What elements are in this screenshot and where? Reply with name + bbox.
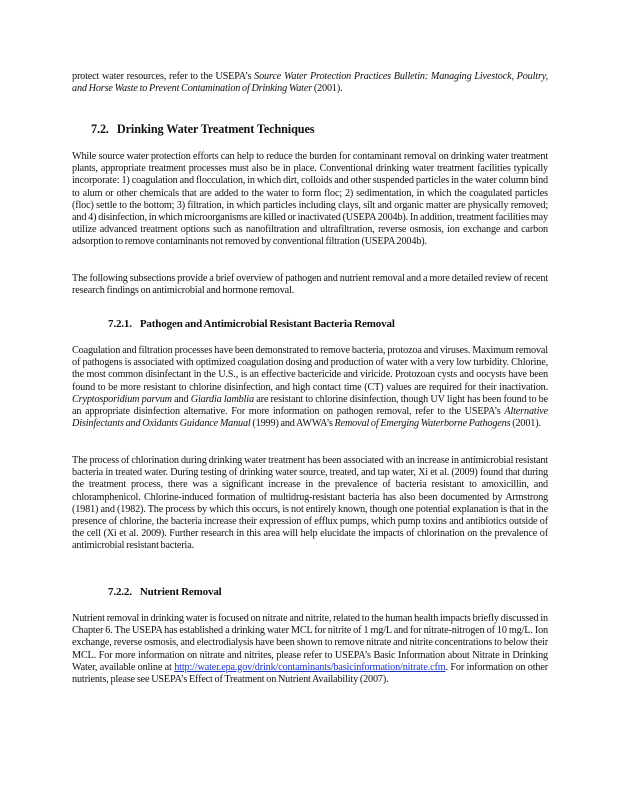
section-7-2-1-heading [108, 318, 395, 330]
publication-title-disinfectants: Alternative Disinfectants and Oxidants Guidance Manual [72, 406, 548, 430]
section-7-2-number: 7.2. [91, 122, 109, 136]
section-7-2-1-paragraph-2: The process of chlorination during drinking water treatment has been associated with an increase in antimicrobial resistant bacteria in treated water. During testing of drinking water source, treated, and tap water, Xi et al. (2009) found that during the treatment process, there was a significant increase in the prevalence of bacteria resistant to amoxicillin, and chloramphenicol. Chlorine-induced formation of multidrug-resistant bacteria has also been documented by Armstrong (1981) and (1982). The process by which this occurs, is not entirely known, though one potential explanation is that in the presence of chlorine, the bacteria increase their expression of efflux pumps, which pump toxins and antibiotics outside of the cell (Xi et al. 2009). Further research in this area will help elucidate the impacts of chlorination on the prevalence of antimicrobial resistant bacteria. [72, 455, 548, 552]
section-7-2-2-number: 7.2.2. [108, 586, 132, 598]
section-7-2-paragraph-1: While source water protection efforts can help to reduce the burden for contaminant removal on drinking water treatment plants, appropriate treatment processes must also be in place. Conventional drinking water treatment facilities typically incorporate: 1) coagulation and flocculation, in which dirt, colloids and other suspended particles in the water column bind to alum or other chemicals that are added to the water to form floc; 2) sedimentation, in which the coagulated particles (floc) settle to the bottom; 3) filtration, in which particles including clays, silt and organic matter are physically removed; and 4) disinfection, in which microorganisms are killed or inactivated (USEPA 2004b). In addition, treatment facilities may utilize advanced treatment options such as nanofiltration and ultrafiltration, reverse osmosis, ion exchange and carbon adsorption to remove contaminants not removed by conventional filtration (USEPA 2004b). [72, 151, 548, 248]
intro-publication-title: Source Water Protection Practices Bulletin: Managing Livestock, Poultry, and Horse Waste to Prevent Contamination of Drinking Water [72, 71, 548, 95]
section-7-2-paragraph-2: The following subsections provide a brief overview of pathogen and nutrient removal and a more detailed review of recent research findings on antimicrobial and hormone removal. [72, 273, 548, 297]
section-7-2-heading [91, 122, 314, 137]
publication-title-pathogens: Removal of Emerging Waterborne Pathogens [334, 418, 511, 430]
intro-text-1: protect water resources, refer to the USEPA’s [72, 71, 255, 82]
section-7-2-2-heading [108, 586, 222, 598]
section-7-2-2-paragraph-1: Nutrient removal in drinking water is focused on nitrate and nitrite, related to the human health impacts briefly discussed in Chapter 6. The USEPA has established a drinking water MCL for nitrite of 1 mg/L and for nitrate-nitrogen of 10 mg/L. Ion exchange, reverse osmosis, and electrodialysis have been shown to remove nitrate and nitrite concentrations to below their MCL. For more information on nitrate and nitrites, please refer to USEPA’s Basic Information about Nitrate in Drinking Water, available online at http://water.epa.gov/drink/contaminants/basicinformation/nitrate.cfm. For information on other nutrients, please see USEPA’s Effect of Treatment on Nutrient Availability (2007). [72, 613, 548, 686]
section-7-2-1-title: Pathogen and Antimicrobial Resistant Bacteria Removal [139, 318, 395, 330]
section-7-2-title: Drinking Water Treatment Techniques [116, 122, 315, 136]
section-7-2-1-number: 7.2.1. [108, 318, 132, 330]
nitrate-info-link[interactable]: http://water.epa.gov/drink/contaminants/basicinformation/nitrate.cfm [174, 661, 446, 673]
intro-paragraph [72, 71, 548, 95]
section-7-2-2-title: Nutrient Removal [139, 586, 222, 598]
species-name-giardia: Giardia lamblia [190, 393, 254, 405]
section-7-2-1-paragraph-1: Coagulation and filtration processes have been demonstrated to remove bacteria, protozoa and viruses. Maximum removal of pathogens is associated with optimized coagulation dosing and production of water with a very low turbidity. Chlorine, the most common disinfectant in the U.S., is an effective bactericide and viricide. Protozoan cysts and oocysts have been found to be more resistant to chlorine disinfection, and high contact time (CT) values are required for their inactivation. Cryptosporidium parvum and Giardia lamblia are resistant to chlorine disinfection, though UV light has been found to be an appropriate disinfection alternative. For more information on pathogen removal, refer to the USEPA’s Alternative Disinfectants and Oxidants Guidance Manual (1999) and AWWA’s Removal of Emerging Waterborne Pathogens (2001). [72, 345, 549, 430]
species-name-cryptosporidium: Cryptosporidium parvum [72, 393, 172, 405]
intro-text-2: (2001). [312, 83, 343, 95]
